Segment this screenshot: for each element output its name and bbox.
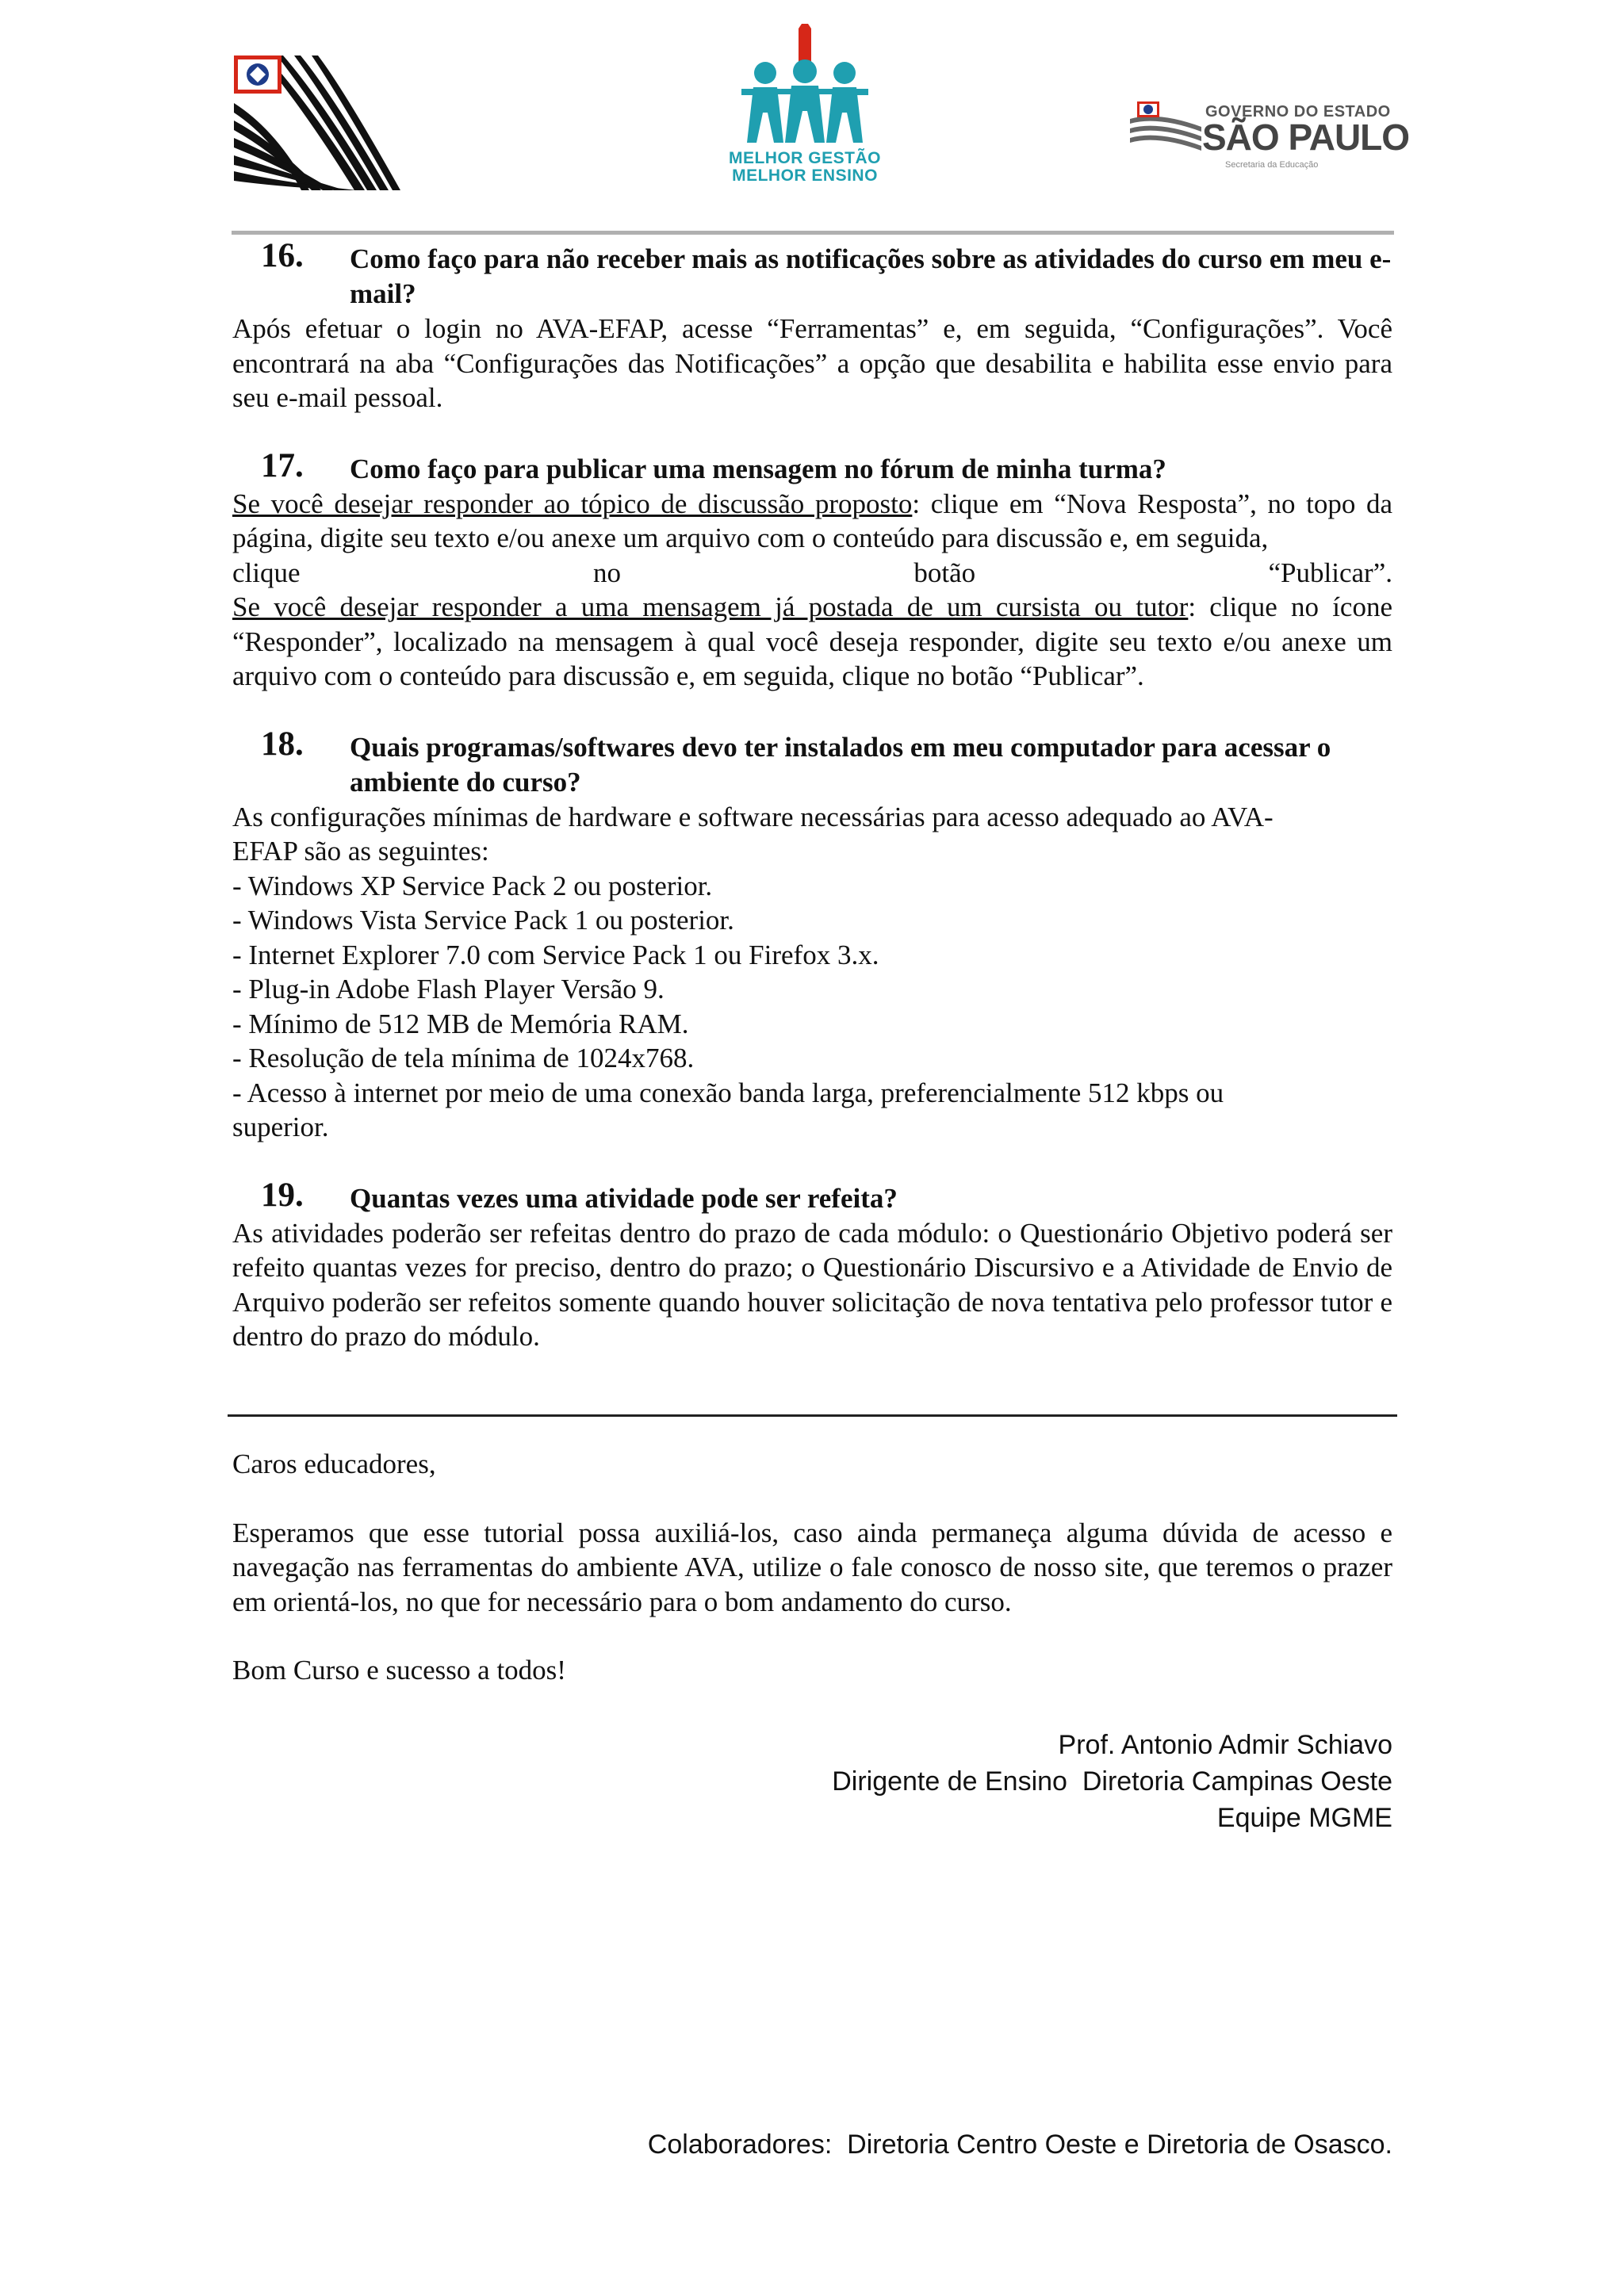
question-title: Como faço para não receber mais as notificações sobre as atividades do curso em meu e-mail? xyxy=(350,243,1392,309)
signature-block xyxy=(832,1727,1392,1836)
list-item: - Internet Explorer 7.0 com Service Pack 1 ou Firefox 3.x. xyxy=(232,939,879,970)
list-item: - Windows XP Service Pack 2 ou posterior. xyxy=(232,870,713,901)
gov-text-sao-paulo: SÃO PAULO xyxy=(1202,117,1410,158)
logo-text-melhor-gestao: MELHOR GESTÃO xyxy=(728,149,881,167)
answer-18-intro: EFAP são as seguintes: xyxy=(232,836,489,867)
list-item: - Mínimo de 512 MB de Memória RAM. xyxy=(232,1008,689,1039)
signature-name: Prof. Antonio Admir Schiavo xyxy=(1058,1730,1392,1760)
answer-17-part2: Se você desejar responder a uma mensagem já postada de um cursista ou tutor: clique no ícone “Responder”, localizado na mensagem à qual você deseja responder, digite seu texto e/ou anexe um arquivo com o conteúdo para discussão e, em seguida, clique no botão “Publicar”. xyxy=(232,591,1392,691)
sp-flag-logo xyxy=(234,55,400,190)
answer-19: As atividades poderão ser refeitas dentro do prazo de cada módulo: o Questionário Objetivo poderá ser refeito quantas vezes for preciso, dentro do prazo; o Questionário Discursivo e a Atividade de Envio de Arquivo poderão ser refeitos somente quando houver solicitação de nova tentativa pelo professor tutor e dentro do prazo do módulo. xyxy=(232,1217,1392,1352)
question-number: 16. xyxy=(261,237,304,274)
question-number: 19. xyxy=(261,1176,304,1214)
closing-body: Esperamos que esse tutorial possa auxiliá-los, caso ainda permaneça alguma dúvida de acesso e navegação nas ferramentas do ambiente AVA, utilize o fale conosco de nosso site, que teremos o prazer em orientá-los, no que for necessário para o bom andamento do curso. xyxy=(232,1517,1392,1617)
list-item: - Windows Vista Service Pack 1 ou posterior. xyxy=(232,905,734,936)
gov-text-secretaria: Secretaria da Educação xyxy=(1225,160,1319,170)
answer-17-part1: Se você desejar responder ao tópico de discussão proposto: clique em “Nova Resposta”, no topo da página, digite seu texto e/ou anexe um arquivo com o conteúdo para discussão e, em seguida, xyxy=(232,488,1392,553)
list-item: superior. xyxy=(232,1112,329,1142)
underlined-text: Se você desejar responder ao tópico de discussão proposto xyxy=(232,488,913,519)
melhor-gestao-logo xyxy=(698,24,912,190)
question-title: Quantas vezes uma atividade pode ser refeita? xyxy=(350,1182,898,1214)
faq-content xyxy=(232,237,1392,1354)
list-item: - Plug-in Adobe Flash Player Versão 9. xyxy=(232,974,665,1004)
answer-18-intro: As configurações mínimas de hardware e software necessárias para acesso adequado ao AVA- xyxy=(232,801,1274,832)
closing-message xyxy=(232,1447,1392,1688)
section-divider xyxy=(228,1414,1397,1417)
footer-collaborators: Colaboradores: Diretoria Centro Oeste e Diretoria de Osasco. xyxy=(647,2130,1392,2160)
greeting: Caros educadores, xyxy=(232,1448,436,1479)
closing-wish: Bom Curso e sucesso a todos! xyxy=(232,1655,566,1686)
question-19 xyxy=(232,1176,1392,1216)
list-item: - Resolução de tela mínima de 1024x768. xyxy=(232,1043,695,1073)
underlined-text: Se você desejar responder a uma mensagem já postada de um cursista ou tutor xyxy=(232,591,1189,622)
question-title: Como faço para publicar uma mensagem no fórum de minha turma? xyxy=(350,453,1166,484)
governo-sp-logo xyxy=(1126,87,1410,174)
question-number: 17. xyxy=(261,446,304,484)
gov-text-governo: GOVERNO DO ESTADO xyxy=(1205,103,1391,121)
question-title: Quais programas/softwares devo ter instalados em meu computador para acessar o ambiente do curso? xyxy=(350,731,1331,798)
answer-17-spread-line: clique no botão “Publicar”. xyxy=(232,557,1392,588)
answer-16: Após efetuar o login no AVA-EFAP, acesse “Ferramentas” e, em seguida, “Configurações”. Você encontrará na aba “Configurações das Notificações” a opção que desabilita e habilita esse envio para seu e-mail pessoal. xyxy=(232,313,1392,413)
question-number: 18. xyxy=(261,725,304,763)
question-16 xyxy=(232,237,1392,312)
logo-text-melhor-ensino: MELHOR ENSINO xyxy=(732,166,878,185)
list-item: - Acesso à internet por meio de uma conexão banda larga, preferencialmente 512 kbps ou xyxy=(232,1077,1224,1108)
question-18 xyxy=(232,725,1392,800)
question-17 xyxy=(232,446,1392,487)
signature-team: Equipe MGME xyxy=(1216,1803,1392,1833)
header-divider xyxy=(232,231,1394,235)
signature-role: Dirigente de Ensino Diretoria Campinas Oeste xyxy=(832,1766,1392,1797)
